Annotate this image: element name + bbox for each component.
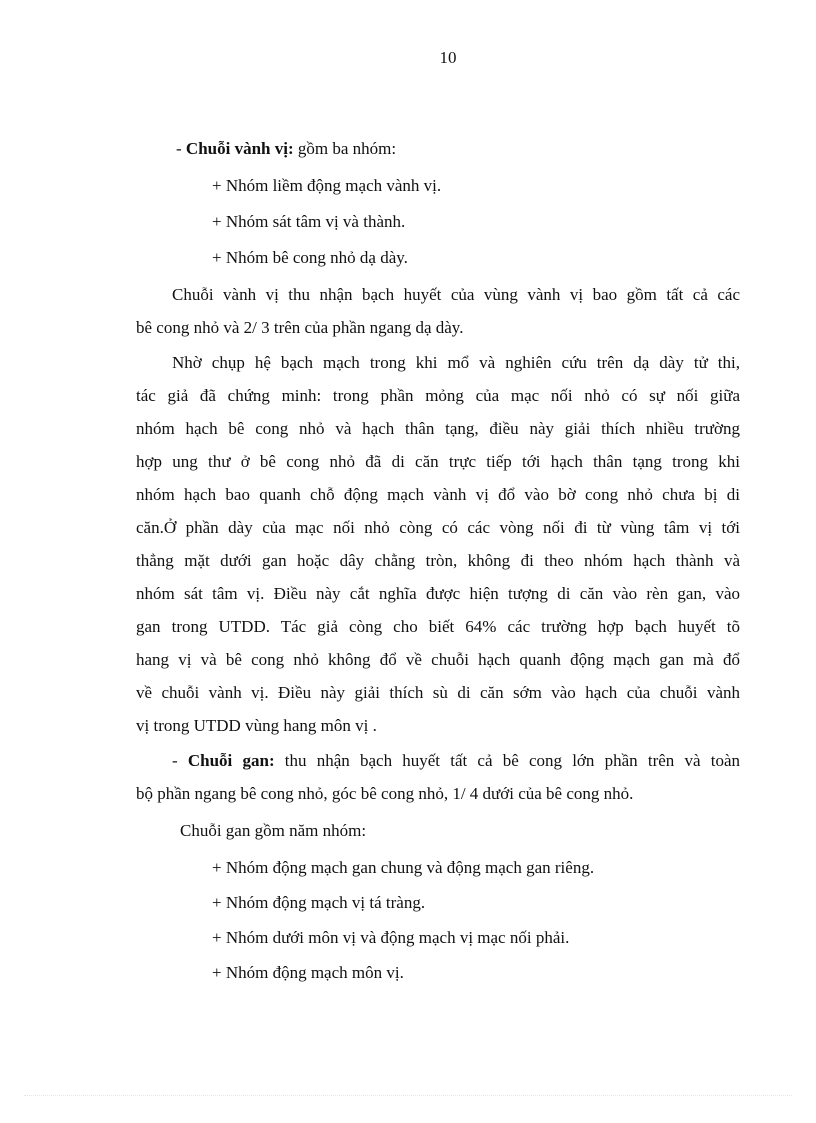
paragraph-line: bê cong nhỏ và 2/ 3 trên của phần ngang dạ dày. [136, 318, 464, 337]
list-item: + Nhóm liềm động mạch vành vị. [212, 176, 442, 195]
heading-rest: gồm ba nhóm: [293, 139, 397, 158]
paragraph-line: nhóm sát tâm vị. Điều này cắt nghĩa được hiện tượng di căn vào rèn gan, vào [136, 584, 740, 603]
paragraph-line: Chuỗi vành vị thu nhận bạch huyết của vùng vành vị bao gồm tất cả các [172, 285, 740, 304]
paragraph-line: hang vị và bê cong nhỏ không đổ về chuỗi hạch quanh động mạch gan mà đổ [136, 650, 740, 669]
heading-rest: thu nhận bạch huyết tất cả bê cong lớn phần trên và toàn [274, 751, 740, 770]
heading-prefix: - [176, 139, 186, 158]
paragraph-line: nhóm hạch bao quanh chỗ động mạch vành vị đổ vào bờ cong nhỏ chưa bị di [136, 485, 740, 504]
paragraph-line: nhóm hạch bê cong nhỏ và hạch thân tạng, điều này giải thích nhiều trường [136, 419, 740, 438]
heading-bold-term: Chuỗi vành vị: [185, 139, 294, 158]
heading-prefix: - [172, 751, 188, 770]
paragraph-line: thẳng mặt dưới gan hoặc dây chằng tròn, không đi theo nhóm hạch thành và [136, 551, 740, 570]
section-heading-gan [172, 750, 740, 772]
paragraph-line: Nhờ chụp hệ bạch mạch trong khi mổ và nghiên cứu trên dạ dày tử thi, [172, 353, 740, 372]
paragraph-line: gan trong UTDD. Tác giả còng cho biết 64% các trường hợp bạch huyết tõ [136, 617, 740, 636]
list-item: + Nhóm dưới môn vị và động mạch vị mạc nối phải. [212, 928, 570, 947]
list-item: + Nhóm sát tâm vị và thành. [212, 212, 406, 231]
heading-bold-term: Chuỗi gan: [187, 751, 275, 770]
paragraph-line: về chuỗi vành vị. Điều này giải thích sù di căn sớm vào hạch của chuỗi vành [136, 683, 740, 702]
paragraph-line: tác giả đã chứng minh: trong phần mỏng của mạc nối nhỏ có sự nối giữa [136, 386, 740, 405]
paragraph-line: hợp ung thư ở bê cong nhỏ đã di căn trực tiếp tới hạch thân tạng trong khi [136, 452, 740, 471]
paragraph-line: vị trong UTDD vùng hang môn vị . [136, 716, 377, 735]
page-number: 10 [439, 48, 457, 67]
page-bottom-rule [24, 1095, 792, 1096]
list-item: + Nhóm động mạch gan chung và động mạch gan riêng. [212, 858, 595, 877]
list-item: + Nhóm bê cong nhỏ dạ dày. [212, 248, 408, 267]
paragraph-line: bộ phần ngang bê cong nhỏ, góc bê cong nhỏ, 1/ 4 dưới của bê cong nhỏ. [136, 784, 634, 803]
list-item: + Nhóm động mạch môn vị. [212, 963, 404, 982]
paragraph-line: căn.Ở phần dày của mạc nối nhỏ còng có các vòng nối đi từ vùng tâm vị tới [136, 518, 740, 537]
paragraph-line: Chuỗi gan gồm năm nhóm: [180, 821, 367, 840]
section-heading-vanh-vi [176, 138, 396, 160]
list-item: + Nhóm động mạch vị tá tràng. [212, 893, 426, 912]
